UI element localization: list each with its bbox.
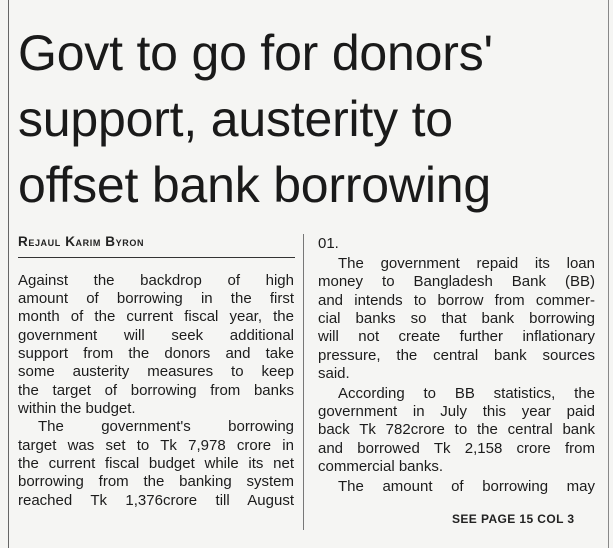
headline-line-3: offset bank borrowing (18, 157, 491, 213)
headline (18, 20, 608, 218)
body-line: the current fiscal budget while its net (18, 455, 294, 472)
body-line: and intends to borrow from commer- (318, 292, 595, 309)
body-line: commercial banks. (318, 458, 444, 475)
byline-rule (18, 257, 295, 258)
body-line: support from the donors and take (18, 345, 294, 362)
body-line: within the budget. (18, 400, 136, 417)
body-line: and borrowed Tk 2,158 crore from (318, 440, 595, 457)
body-line: reached Tk 1,376crore till August (18, 492, 294, 509)
column-divider (303, 234, 304, 530)
body-line: The government's borrowing (38, 418, 294, 435)
body-line: said. (318, 365, 350, 382)
jump-line: SEE PAGE 15 COL 3 (452, 512, 575, 526)
body-line: 01. (318, 235, 339, 252)
byline: Rejaul Karim Byron (18, 234, 145, 249)
body-line: government in July this year paid (318, 403, 595, 420)
headline-line-1: Govt to go for donors' (18, 25, 493, 81)
body-line: the target of borrowing from banks (18, 382, 294, 399)
body-line: amount of borrowing in the first (18, 290, 294, 307)
body-line: cial banks so that bank borrowing (318, 310, 595, 327)
body-line: Against the backdrop of high (18, 272, 294, 289)
body-line: According to BB statistics, the (338, 385, 595, 402)
body-line: The government repaid its loan (338, 255, 595, 272)
page-border-right (608, 0, 609, 548)
body-line: borrowing from the banking system (18, 473, 294, 490)
body-line: target was set to Tk 7,978 crore in (18, 437, 294, 454)
page-border-left (8, 0, 9, 548)
body-line: government will seek additional (18, 327, 294, 344)
body-line: pressure, the central bank sources (318, 347, 595, 364)
body-line: money to Bangladesh Bank (BB) (318, 273, 595, 290)
body-line: some austerity measures to keep (18, 363, 294, 380)
headline-line-2: support, austerity to (18, 91, 453, 147)
body-line: The amount of borrowing may (338, 478, 595, 495)
body-line: back Tk 782crore to the central bank (318, 421, 595, 438)
body-line: month of the current fiscal year, the (18, 308, 294, 325)
body-line: will not create further inflationary (318, 328, 595, 345)
